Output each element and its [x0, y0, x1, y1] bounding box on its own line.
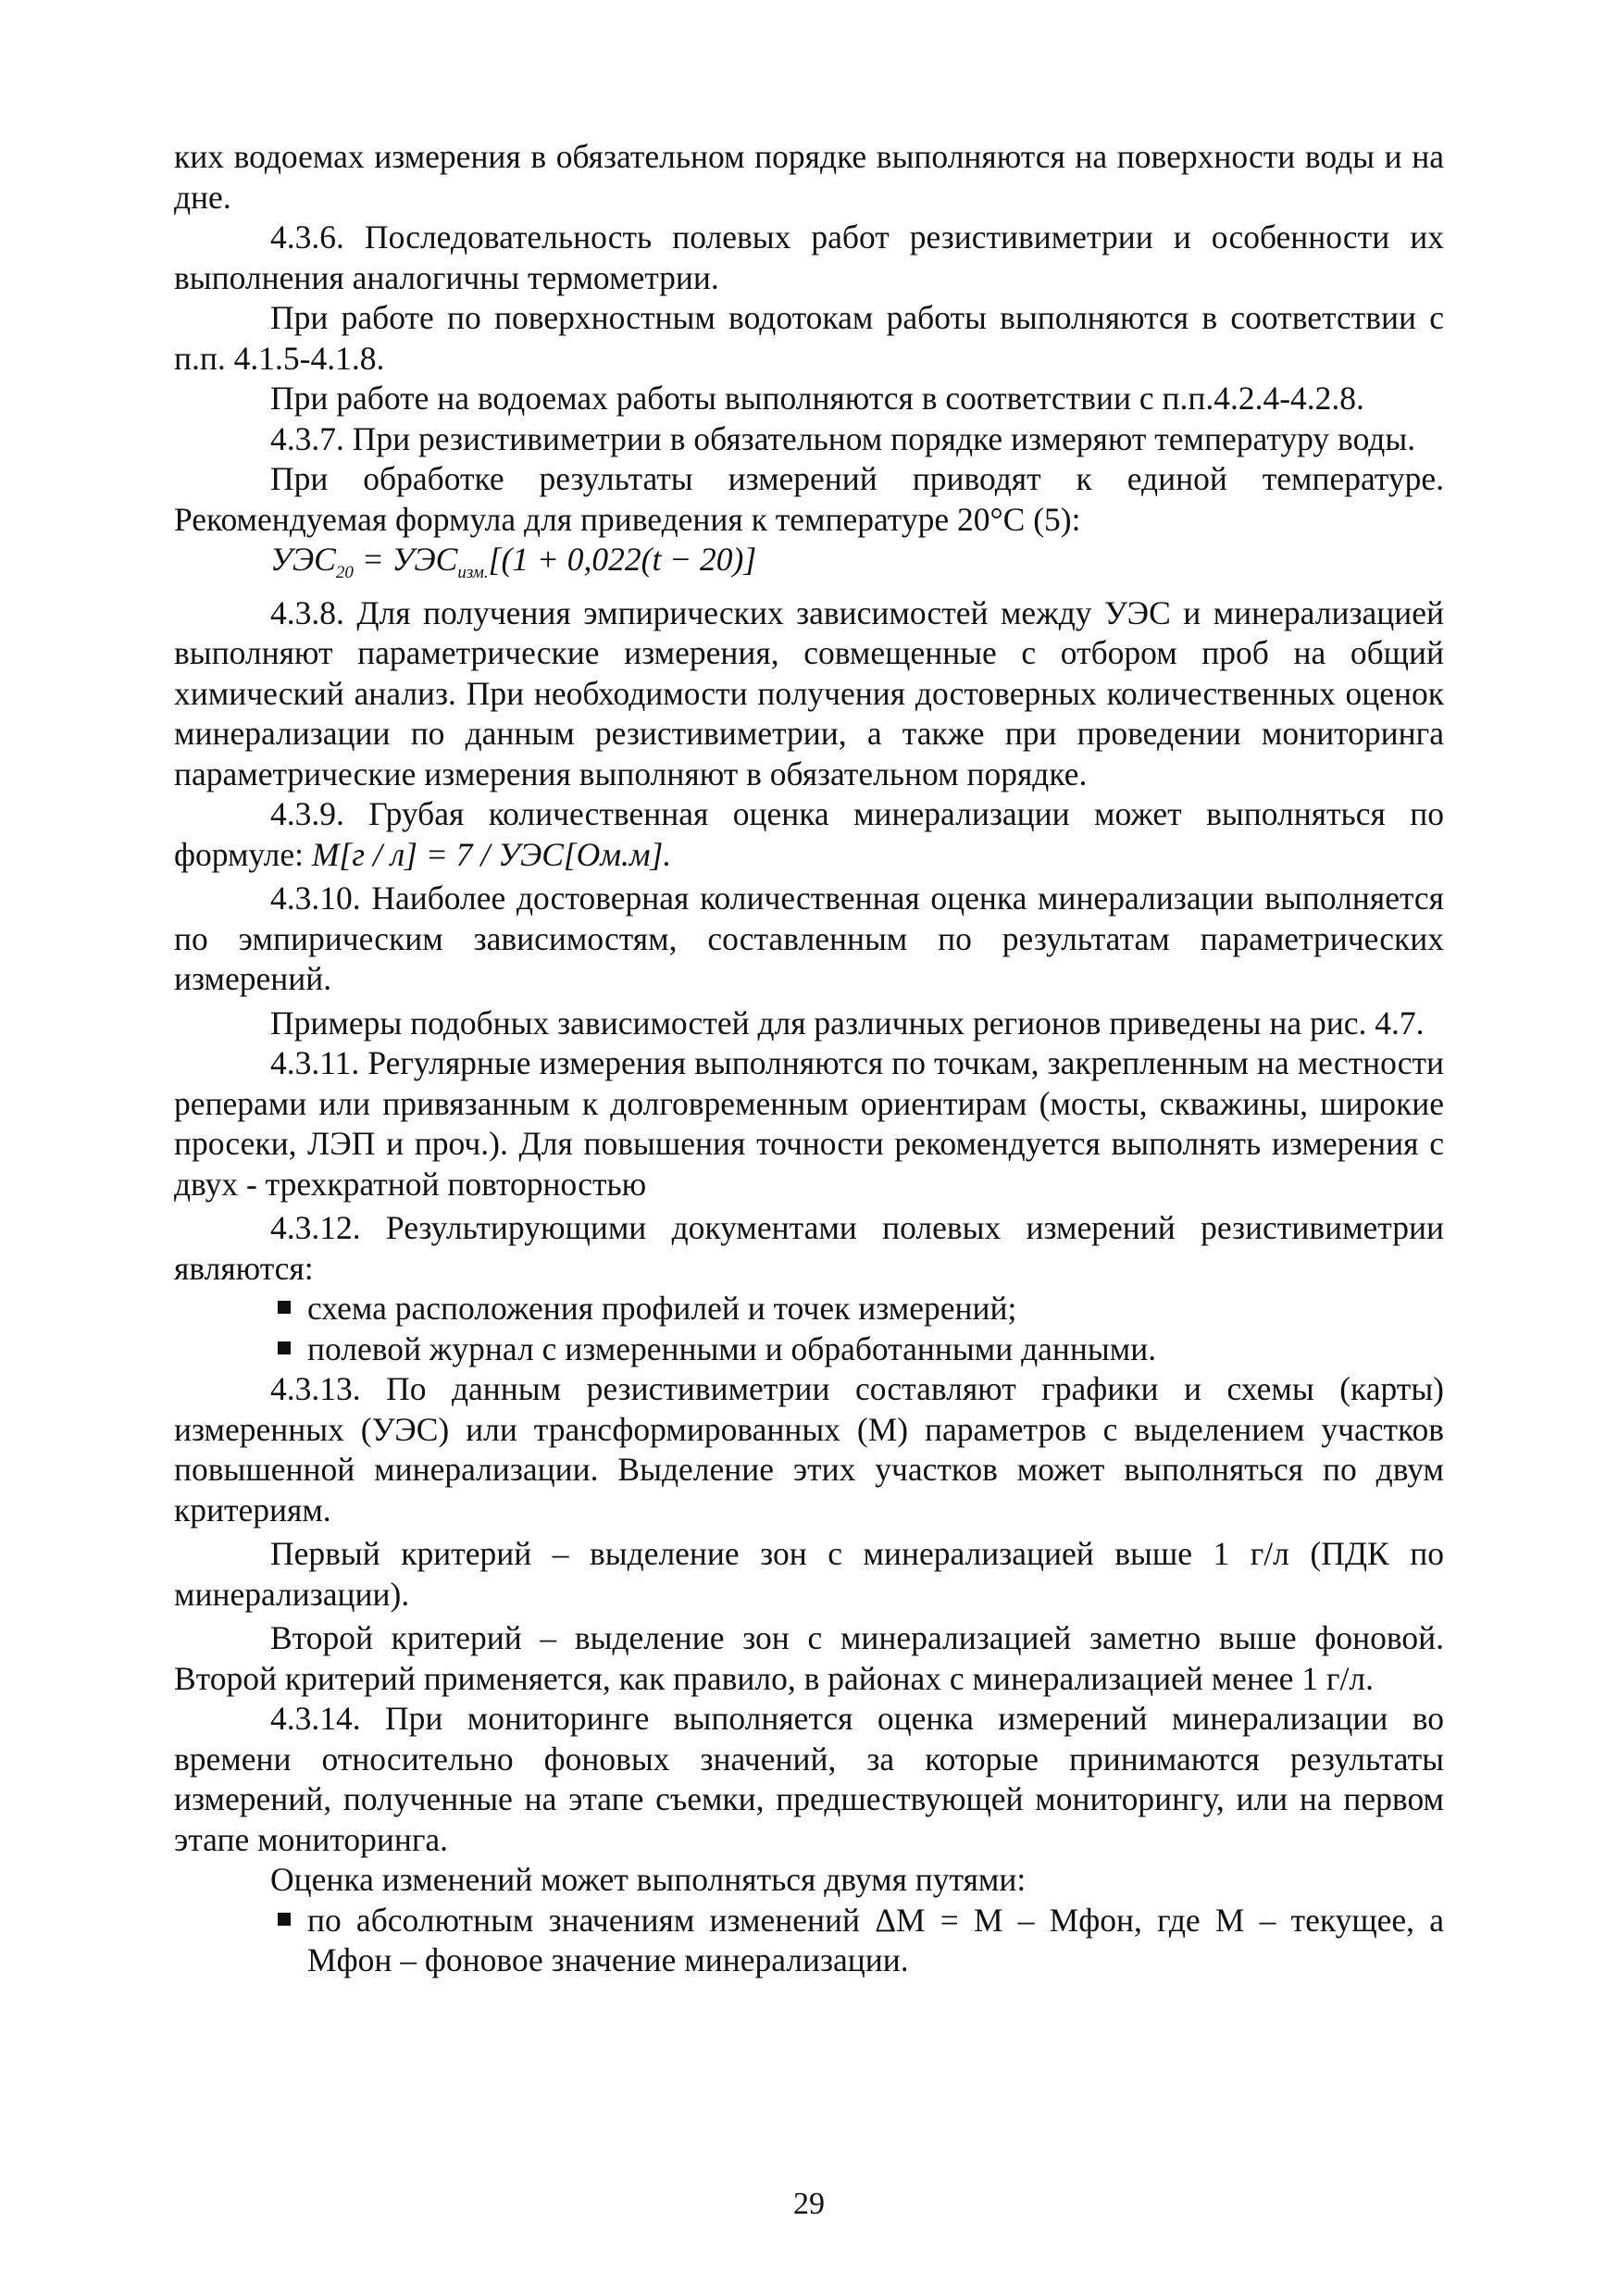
- formula-rhs: [(1 + 0,022(t − 20)]: [488, 541, 757, 578]
- square-bullet-icon: [278, 1913, 291, 1926]
- formula-lhs-subscript: 20: [335, 563, 354, 582]
- list-item-text: полевой журнал с измеренными и обработанными данными.: [307, 1329, 1157, 1367]
- paragraph: Второй критерий – выделение зон с минерализацией заметно выше фоновой. Второй критерий применяется, как правило, в районах с минерализацией менее 1 г/л.: [174, 1619, 1444, 1697]
- paragraph-text: 4.3.9. Грубая количественная оценка минерализации может выполняться по формуле:: [174, 795, 1444, 873]
- page-number: 29: [793, 2187, 825, 2221]
- paragraph: При обработке результаты измерений приводят к единой температуре. Рекомендуемая формула для приведения к температуре 20°С (5):: [174, 460, 1444, 538]
- list-item: [174, 1329, 1444, 1370]
- paragraph: При работе на водоемах работы выполняются в соответствии с п.п.4.2.4-4.2.8.: [270, 380, 1364, 417]
- paragraph-4-3-14: 4.3.14. При мониторинге выполняется оценка измерений минерализации во времени относительно фоновых значений, за которые принимаются результаты измерений, полученные на этапе съемки, предшествующей мониторингу, или на первом этапе мониторинга.: [174, 1700, 1444, 1858]
- formula-mid-subscript: изм.: [457, 563, 489, 582]
- body-text: [174, 137, 1444, 1981]
- formula-mid: = УЭС: [353, 541, 458, 578]
- formula-lhs: УЭС: [270, 541, 336, 578]
- mineralization-formula: M[г / л] = 7 / УЭС[Ом.м].: [311, 835, 672, 873]
- paragraph-4-3-10: 4.3.10. Наиболее достоверная количественная оценка минерализации выполняется по эмпирическим зависимостям, составленным по результатам параметрических измерений.: [174, 880, 1444, 997]
- temperature-formula: [174, 540, 1444, 593]
- paragraph: ких водоемах измерения в обязательном порядке выполняются на поверхности воды и на дне.: [174, 138, 1444, 216]
- paragraph-4-3-11: 4.3.11. Регулярные измерения выполняются по точкам, закрепленным на местности реперами или привязанным к долговременным ориентирам (мосты, скважины, широкие просеки, ЛЭП и проч.). Для повышения точности рекомендуется выполнять измерения с двух - трехкратной повторностью: [174, 1044, 1444, 1203]
- paragraph: При работе по поверхностным водотокам работы выполняются в соответствии с п.п. 4.1.5-4.1.8.: [174, 299, 1444, 377]
- paragraph-4-3-9: [174, 794, 1444, 875]
- paragraph: Примеры подобных зависимостей для различных регионов приведены на рис. 4.7.: [270, 1004, 1425, 1042]
- paragraph-4-3-7: 4.3.7. При резистивиметрии в обязательном порядке измеряют температуру воды.: [270, 419, 1416, 457]
- list-item-text: схема расположения профилей и точек измерений;: [307, 1290, 1017, 1327]
- paragraph-4-3-12: 4.3.12. Результирующими документами полевых измерений резистивиметрии являются:: [174, 1209, 1444, 1287]
- list-item: [174, 1289, 1444, 1329]
- list-item: [174, 1901, 1444, 1981]
- square-bullet-icon: [278, 1341, 291, 1354]
- paragraph-4-3-8: 4.3.8. Для получения эмпирических зависимостей между УЭС и минерализацией выполняют параметрические измерения, совмещенные с отбором проб на общий химический анализ. При необходимости получения достоверных количественных оценок минерализации по данным резистивиметрии, а также при проведении мониторинга параметрические измерения выполняют в обязательном порядке.: [174, 593, 1444, 792]
- square-bullet-icon: [278, 1301, 291, 1314]
- list-item-text: по абсолютным значениям изменений ΔМ = М – Мфон, где М – текущее, а Мфон – фоновое значение минерализации.: [307, 1901, 1444, 1978]
- paragraph: Первый критерий – выделение зон с минерализацией выше 1 г/л (ПДК по минерализации).: [174, 1535, 1444, 1613]
- paragraph-4-3-6: 4.3.6. Последовательность полевых работ резистивиметрии и особенности их выполнения аналогичны термометрии.: [174, 218, 1444, 296]
- paragraph: Оценка изменений может выполняться двумя путями:: [270, 1861, 1027, 1898]
- paragraph-4-3-13: 4.3.13. По данным резистивиметрии составляют графики и схемы (карты) измеренных (УЭС) или трансформированных (М) параметров с выделением участков повышенной минерализации. Выделение этих участков может выполняться по двум критериям.: [174, 1370, 1444, 1529]
